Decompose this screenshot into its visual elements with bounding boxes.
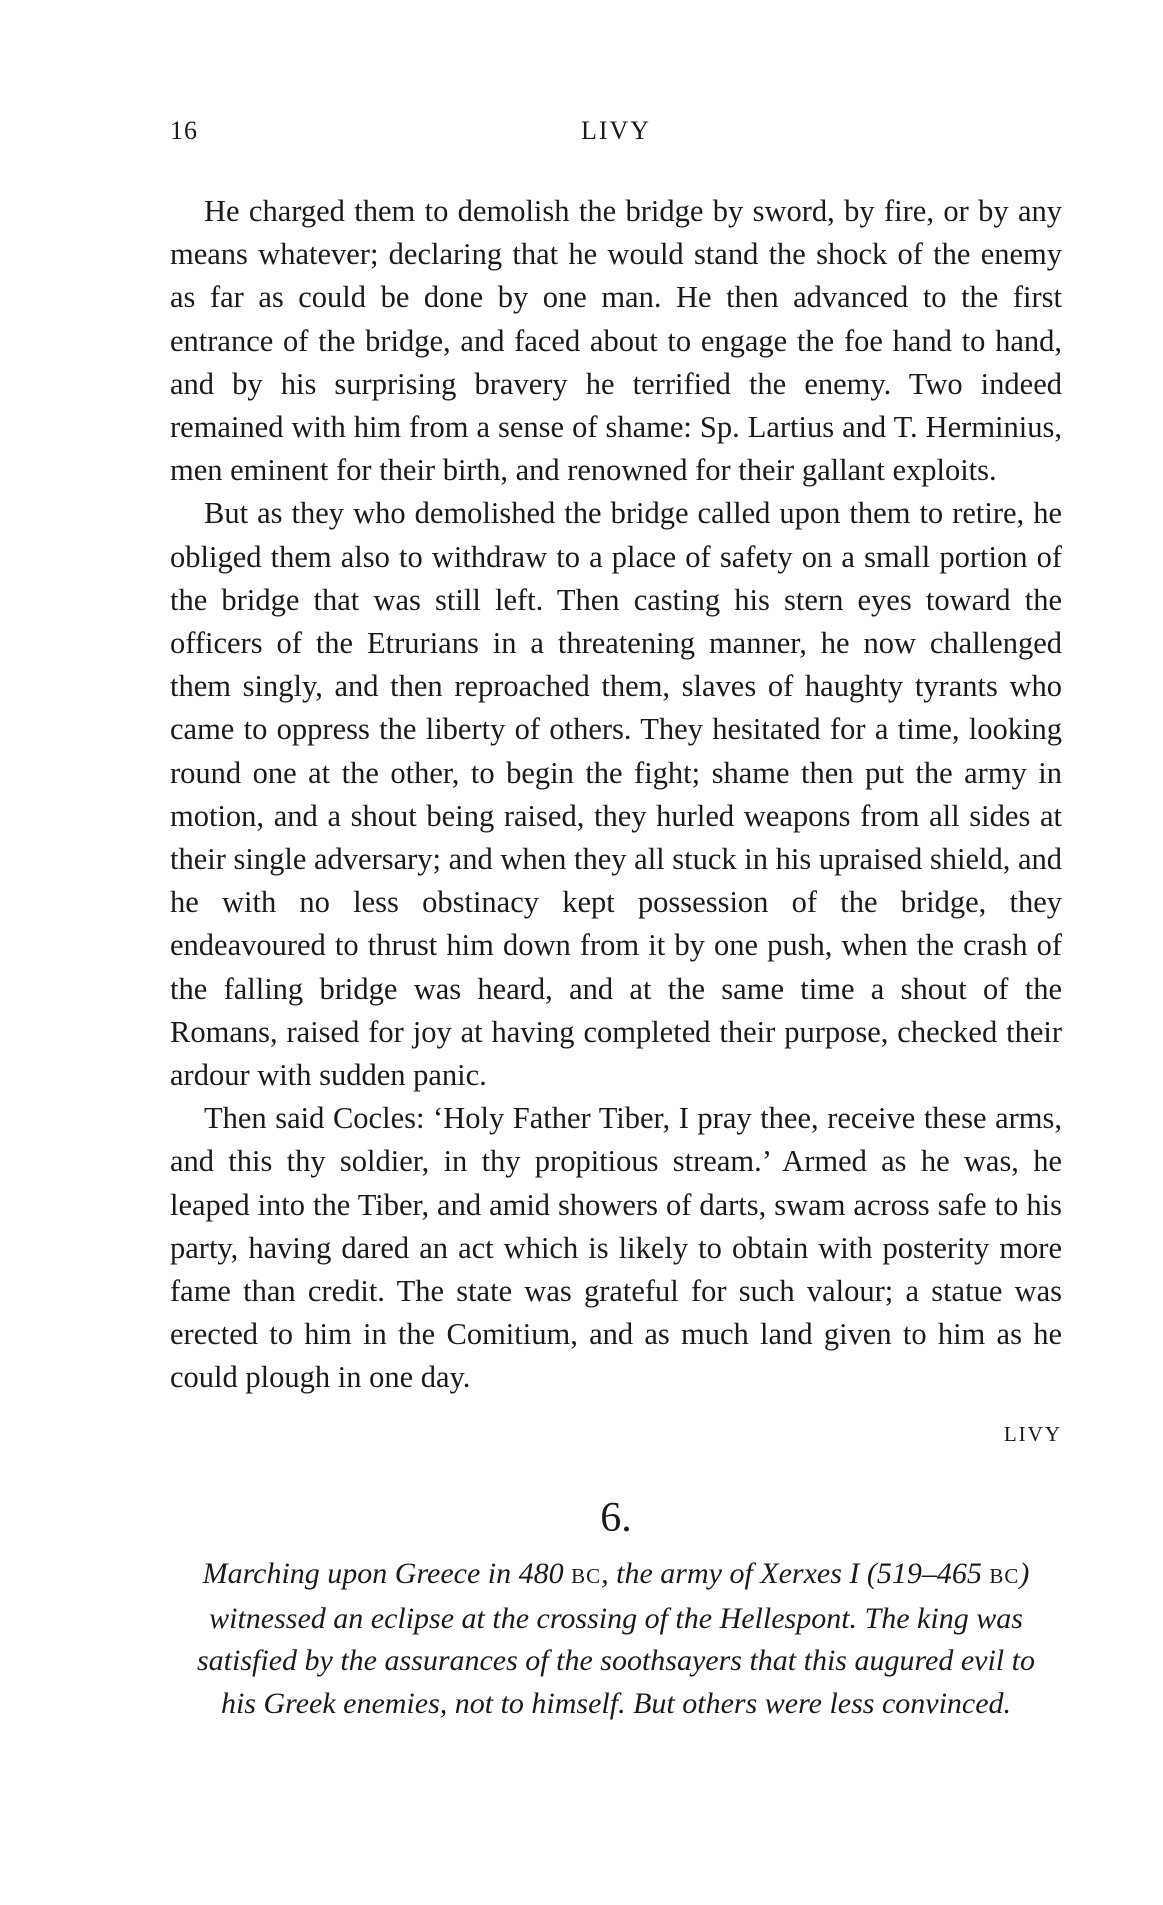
paragraph: He charged them to demolish the bridge by sword, by fire, or by any means whatever; declaring that he would stand the shock of the enemy as far as could be done by one man. He then advanced to the first entrance of the bridge, and faced about to engage the foe hand to hand, and by his surprising bravery he terrified the enemy. Two indeed remained with him from a sense of shame: Sp. Lartius and T. Herminius, men eminent for their birth, and renowned for their gallant exploits. xyxy=(170,194,1062,488)
running-title: LIVY xyxy=(580,116,652,145)
intro-text: ) witnessed an eclipse at the crossing of the Hellespont. The king was satisfied by the assurances of the soothsayers that this augured evil to his Greek enemies, not to himself. But others were less convinced. xyxy=(197,1557,1035,1720)
era-abbreviation: BC xyxy=(571,1564,602,1588)
page-number: 16 xyxy=(170,116,198,145)
intro-text: Marching upon Greece in 480 xyxy=(202,1557,572,1590)
paragraph: But as they who demolished the bridge called upon them to retire, he obliged them also to withdraw to a place of safety on a small portion of the bridge that was still left. Then casting his stern eyes toward the officers of the Etrurians in a threatening manner, he now challenged them singly, and then reproached them, slaves of haughty tyrants who came to oppress the liberty of others. They hesitated for a time, looking round one at the other, to begin the fight; shame then put the army in motion, and a shout being raised, they hurled weapons from all sides at their single adversary; and when they all stuck in his upraised shield, and he with no less obstinacy kept possession of the bridge, they endeavoured to thrust him down from it by one push, when the crash of the falling bridge was heard, and at the same time a shout of the Romans, raised for joy at having completed their purpose, checked their ardour with sudden panic. xyxy=(170,496,1062,1093)
running-head xyxy=(170,116,1062,152)
attribution: LIVY xyxy=(1003,1422,1062,1446)
section-intro xyxy=(190,1553,1042,1725)
body-text xyxy=(170,190,1062,1400)
intro-text: , the army of Xerxes I (519–465 xyxy=(601,1557,990,1590)
era-abbreviation: BC xyxy=(989,1564,1020,1588)
paragraph: Then said Cocles: ‘Holy Father Tiber, I pray thee, receive these arms, and this thy soldier, in thy propitious stream.’ Armed as he was, he leaped into the Tiber, and amid showers of darts, swam across safe to his party, having dared an act which is likely to obtain with posterity more fame than credit. The state was grateful for such valour; a statue was erected to him in the Comitium, and as much land given to him as he could plough in one day. xyxy=(170,1101,1062,1395)
section-number: 6. xyxy=(600,1495,632,1541)
